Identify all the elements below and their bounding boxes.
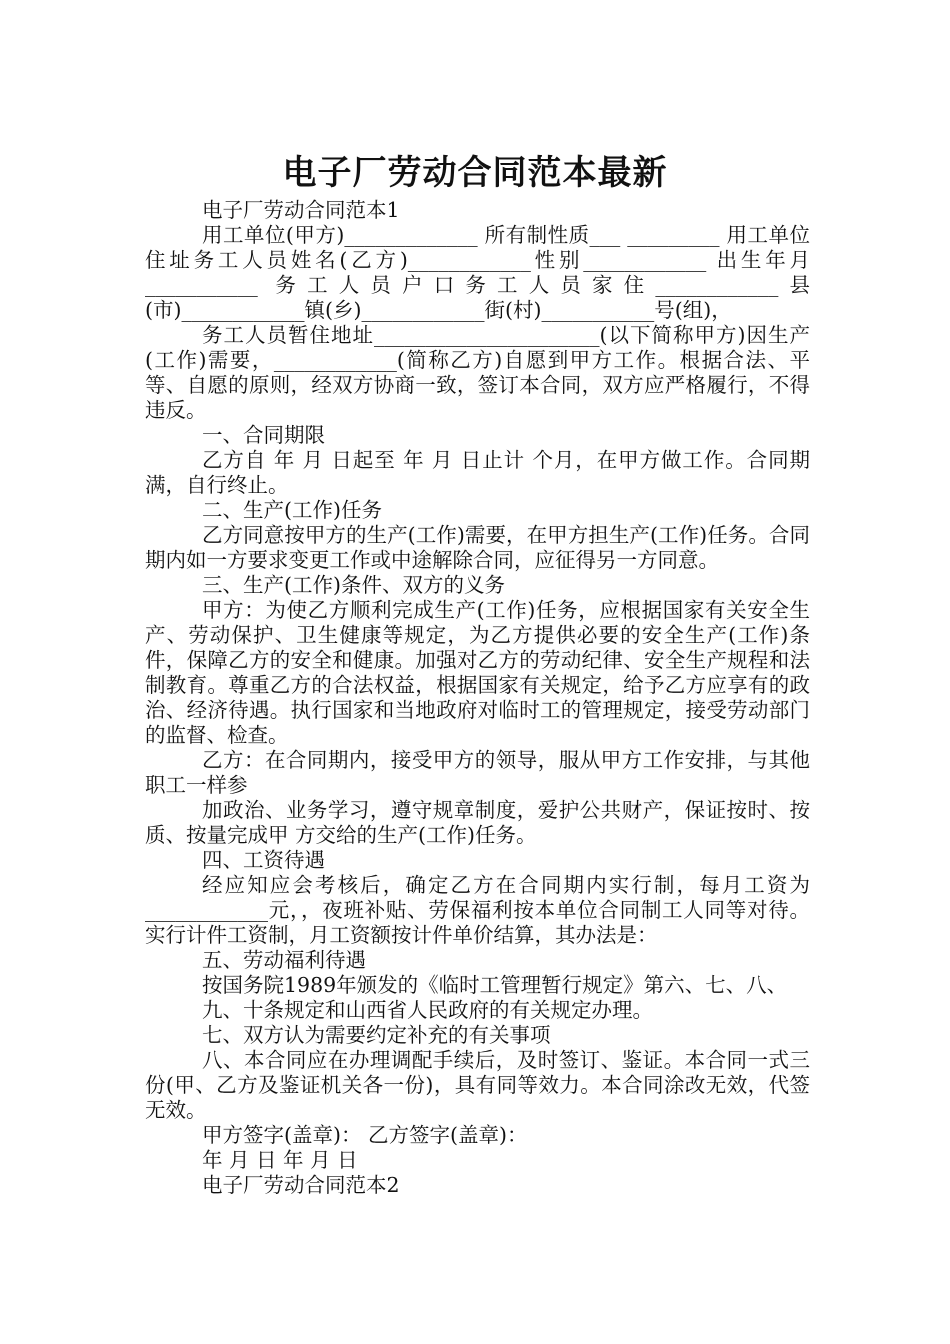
paragraph: 电子厂劳动合同范本1: [202, 198, 400, 222]
paragraph: 电子厂劳动合同范本2: [202, 1173, 400, 1197]
paragraph: 四、工资待遇: [202, 848, 325, 872]
paragraph: 年 月 日 年 月 日: [202, 1148, 358, 1172]
document-body: [145, 198, 810, 1198]
paragraph: 用工单位(甲方)_____________ 所有制性质___ _________ 用工单位住址务工人员姓名(乙方)____________性别____________ 出生年月___________ 务工人员户口务工人员家住____________县(市)____________镇(乡)____________街(村)___________号(组)，: [145, 223, 810, 322]
paragraph: 务工人员暂住地址______________________(以下简称甲方)因生产(工作)需要，____________(简称乙方)自愿到甲方工作。根据合法、平等、自愿的原则，经双方协商一致，签订本合同，双方应严格履行，不得违反。: [145, 323, 810, 422]
paragraph: 乙方：在合同期内，接受甲方的领导，服从甲方工作安排，与其他职工一样参: [145, 748, 810, 797]
paragraph: 甲方签字(盖章)： 乙方签字(盖章)：: [202, 1123, 528, 1147]
paragraph: 加政治、业务学习，遵守规章制度，爱护公共财产，保证按时、按质、按量完成甲 方交给的生产(工作)任务。: [145, 798, 810, 847]
paragraph: 二、生产(工作)任务: [202, 498, 382, 522]
paragraph: 七、双方认为需要约定补充的有关事项: [202, 1023, 551, 1047]
paragraph: 三、生产(工作)条件、双方的义务: [202, 573, 505, 597]
document-title: 电子厂劳动合同范本最新: [282, 152, 668, 193]
paragraph: 乙方自 年 月 日起至 年 月 日止计 个月，在甲方做工作。合同期满，自行终止。: [145, 448, 810, 497]
paragraph: 乙方同意按甲方的生产(工作)需要，在甲方担生产(工作)任务。合同期内如一方要求变更工作或中途解除合同，应征得另一方同意。: [145, 523, 810, 572]
paragraph: 按国务院1989年颁发的《临时工管理暂行规定》第六、七、八、: [202, 973, 788, 997]
paragraph: 五、劳动福利待遇: [202, 948, 366, 972]
paragraph: 经应知应会考核后，确定乙方在合同期内实行制，每月工资为____________元，，夜班补贴、劳保福利按本单位合同制工人同等对待。实行计件工资制，月工资额按计件单价结算，其办法是：: [145, 873, 810, 947]
paragraph: 九、十条规定和山西省人民政府的有关规定办理。: [202, 998, 653, 1022]
paragraph: 一、合同期限: [202, 423, 325, 447]
paragraph: 甲方：为使乙方顺利完成生产(工作)任务，应根据国家有关安全生产、劳动保护、卫生健康等规定，为乙方提供必要的安全生产(工作)条件，保障乙方的安全和健康。加强对乙方的劳动纪律、安全生产规程和法制教育。尊重乙方的合法权益，根据国家有关规定，给予乙方应享有的政治、经济待遇。执行国家和当地政府对临时工的管理规定，接受劳动部门的监督、检查。: [145, 598, 810, 747]
paragraph: 八、本合同应在办理调配手续后，及时签订、鉴证。本合同一式三份(甲、乙方及鉴证机关各一份)，具有同等效力。本合同涂改无效，代签无效。: [145, 1048, 810, 1122]
